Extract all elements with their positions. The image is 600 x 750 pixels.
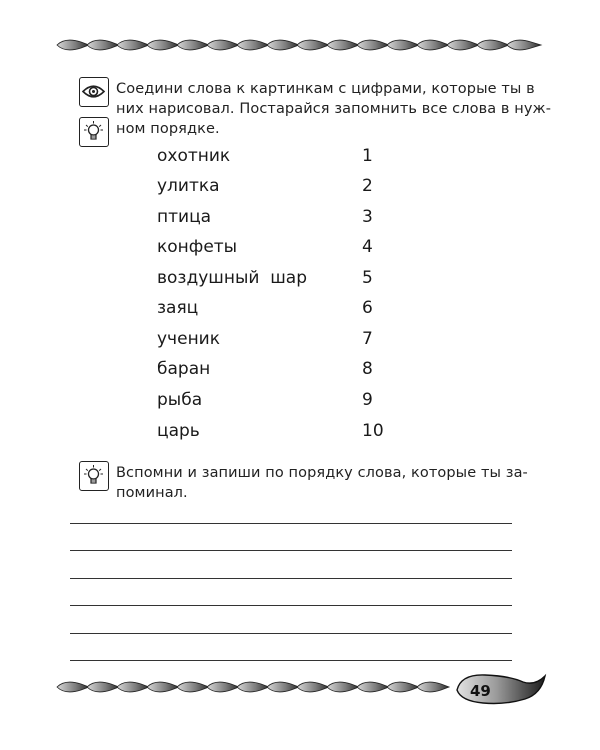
task1-instruction: [116, 79, 552, 139]
word-number: 6: [362, 298, 373, 318]
writing-line[interactable]: [70, 578, 512, 579]
word-item: царь: [157, 421, 200, 441]
word-item: воздушный шар: [157, 268, 307, 288]
word-item: рыба: [157, 390, 203, 410]
word-item: баран: [157, 359, 211, 379]
word-item: охотник: [157, 146, 231, 166]
writing-line[interactable]: [70, 523, 512, 524]
word-item: улитка: [157, 176, 220, 196]
page-number: 49: [470, 682, 491, 700]
bottom-leaf-border: [55, 676, 455, 698]
word-item: заяц: [157, 298, 199, 318]
instruction-line: Вспомни и запиши по порядку слова, которые ты за-: [116, 465, 528, 481]
top-leaf-border: [55, 34, 545, 56]
word-number: 9: [362, 390, 373, 410]
eye-icon: [79, 77, 109, 107]
writing-line[interactable]: [70, 633, 512, 634]
writing-line[interactable]: [70, 605, 512, 606]
lightbulb-icon: [79, 117, 109, 147]
instruction-line: ном порядке.: [116, 121, 220, 137]
writing-line[interactable]: [70, 660, 512, 661]
task2-instruction: [116, 463, 528, 503]
writing-line[interactable]: [70, 550, 512, 551]
page-number-leaf: [455, 668, 547, 708]
word-number: 3: [362, 207, 373, 227]
word-number: 10: [362, 421, 384, 441]
word-item: ученик: [157, 329, 220, 349]
word-number: 1: [362, 146, 373, 166]
word-number: 5: [362, 268, 373, 288]
instruction-line: Соедини слова к картинкам с цифрами, которые ты в: [116, 81, 535, 97]
word-number: 4: [362, 237, 373, 257]
word-number: 8: [362, 359, 373, 379]
word-item: птица: [157, 207, 212, 227]
word-number: 7: [362, 329, 373, 349]
instruction-line: поминал.: [116, 485, 188, 501]
word-number: 2: [362, 176, 373, 196]
lightbulb-icon: [79, 461, 109, 491]
word-item: конфеты: [157, 237, 238, 257]
instruction-line: них нарисовал. Постарайся запомнить все слова в нуж-: [116, 101, 552, 117]
